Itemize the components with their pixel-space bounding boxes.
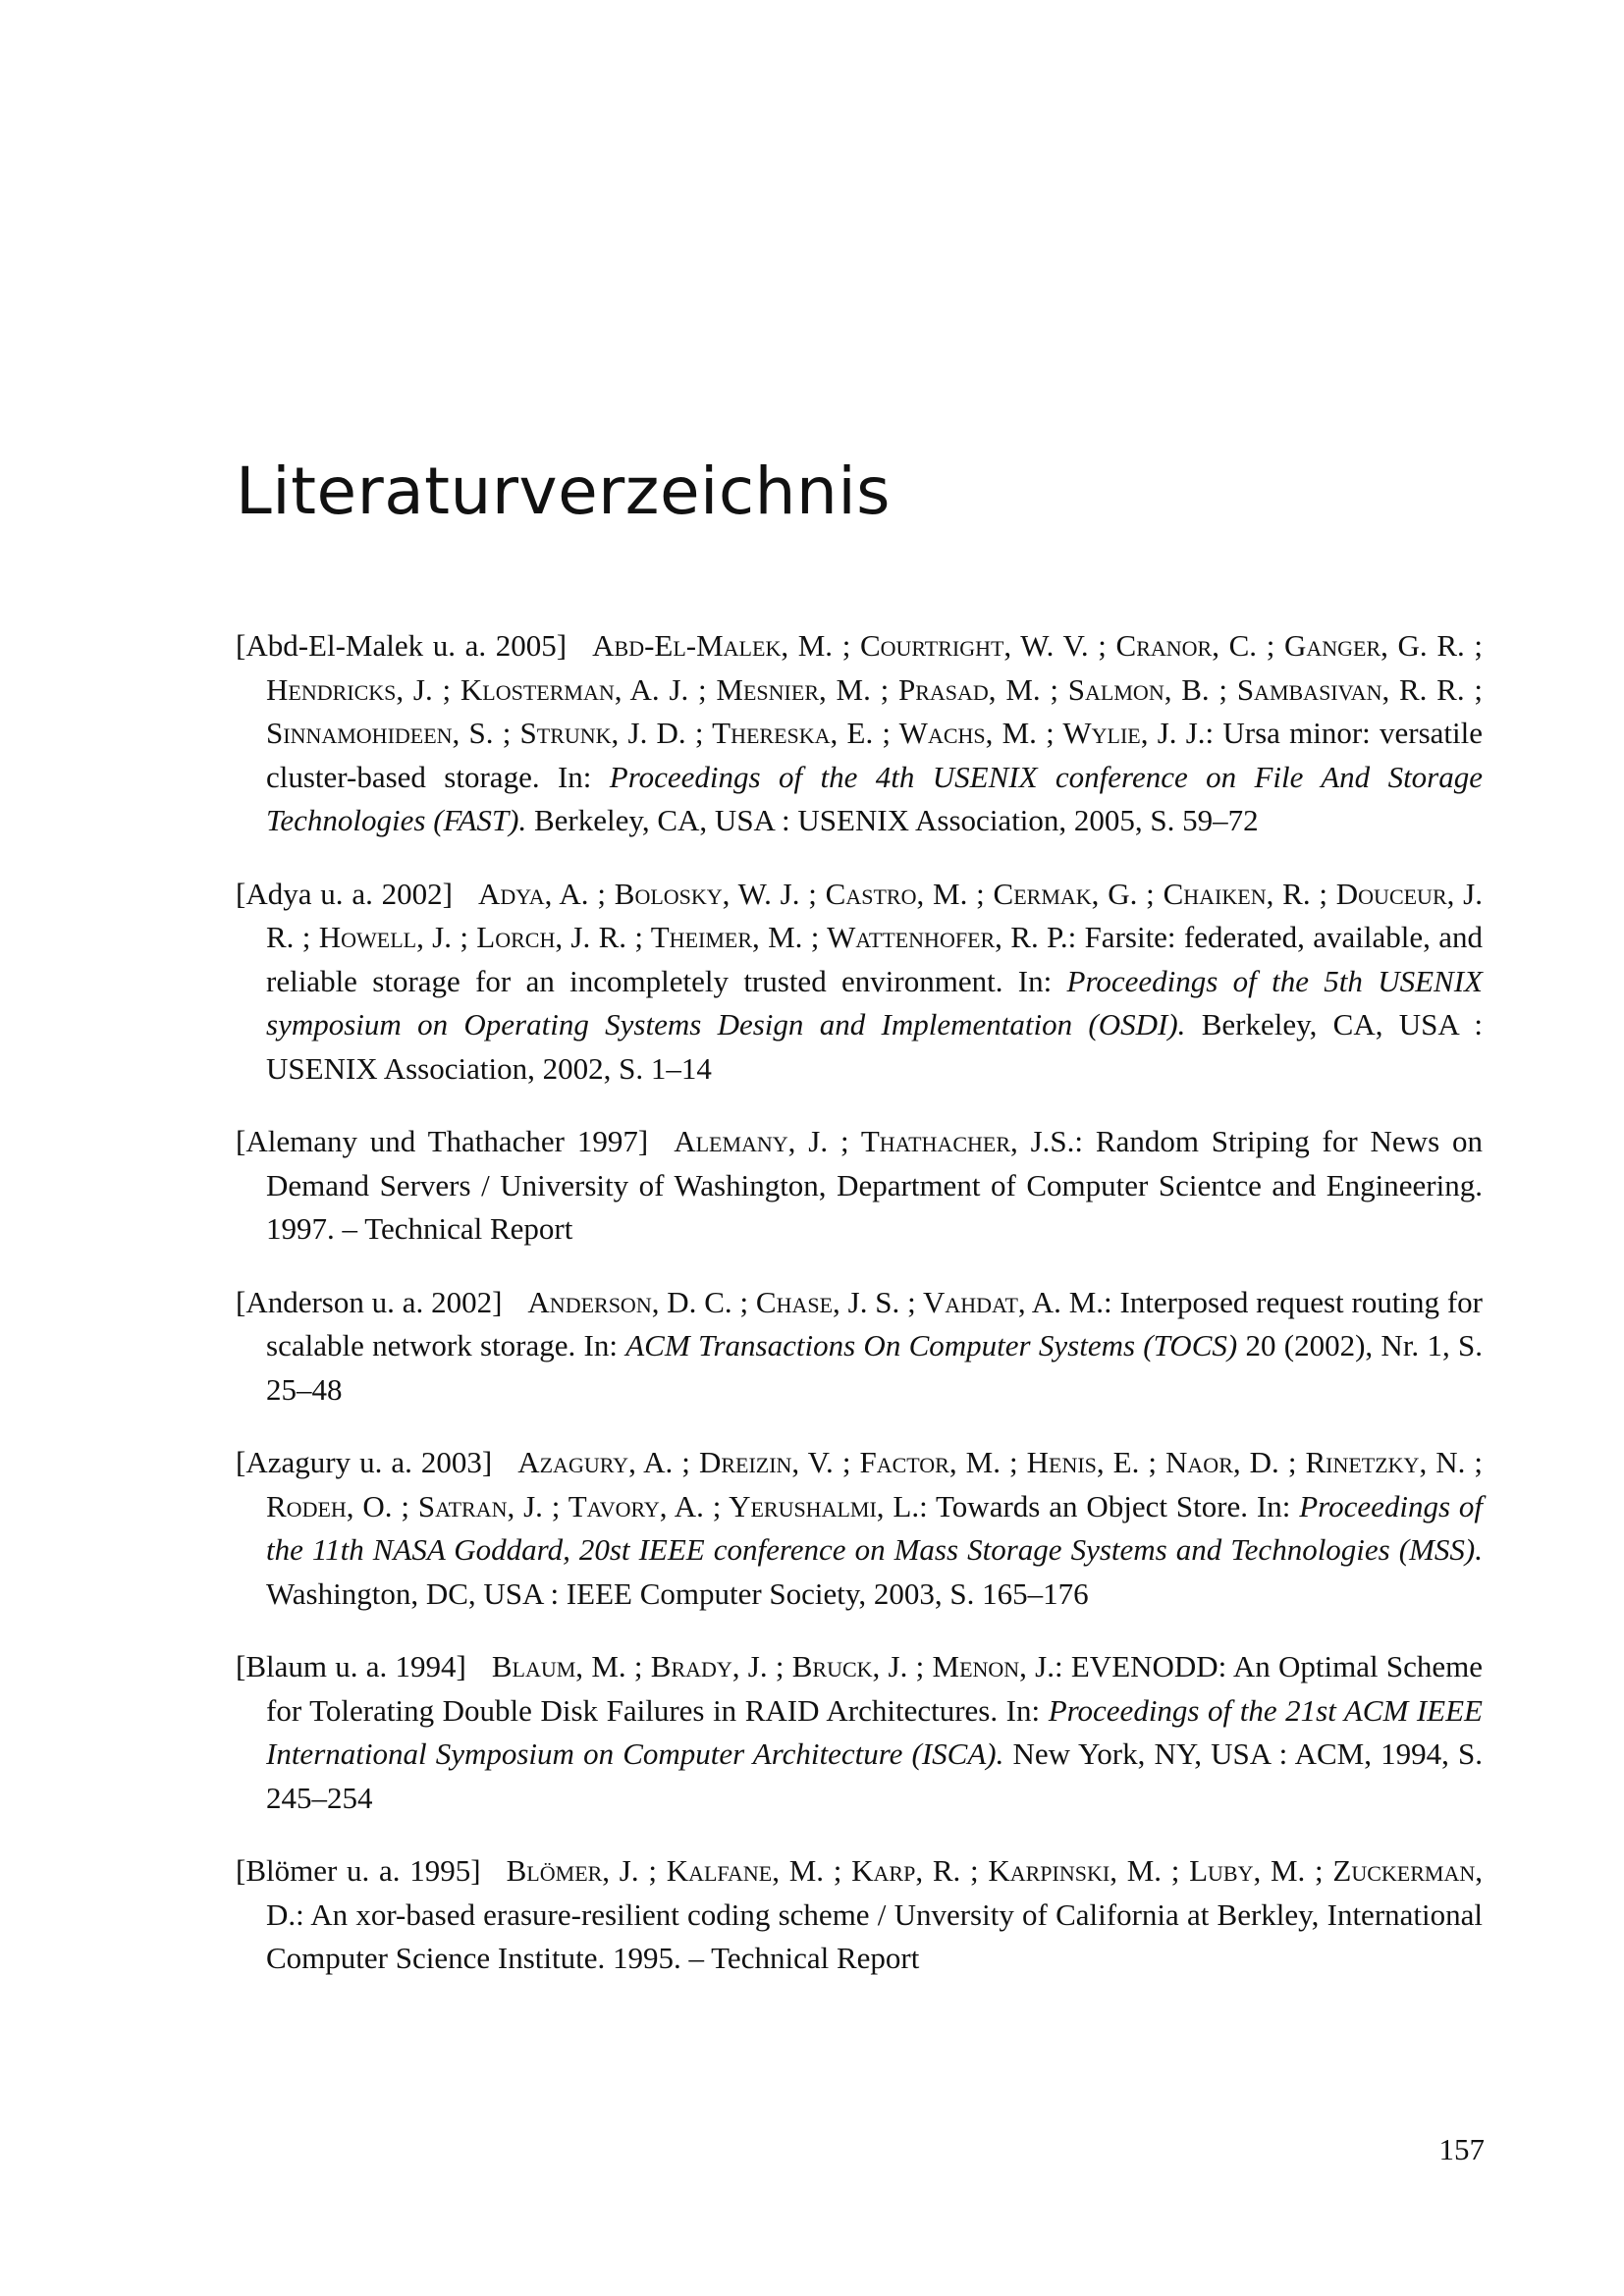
bib-title: : Random Striping for News on Demand Servers / University of Washington, Department of Computer Scientce and Engineering. 1997. – Technical Report — [266, 1124, 1483, 1246]
bib-title: : Towards an Object Store. In: — [919, 1488, 1300, 1523]
bib-entry-bloemer-1995 — [236, 1849, 1483, 1981]
bib-authors: Azagury, A. ; Dreizin, V. ; Factor, M. ; Henis, E. ; Naor, D. ; Rinetzky, N. ; Rodeh, O. ; Satran, J. ; Tavory, A. ; Yerushalmi, L. — [266, 1445, 1483, 1523]
bib-details: Washington, DC, USA : IEEE Computer Society, 2003, S. 165–176 — [266, 1575, 1089, 1611]
bib-authors: Blaum, M. ; Brady, J. ; Bruck, J. ; Menon, J. — [491, 1649, 1055, 1683]
bib-key: [Blaum u. a. 1994] — [236, 1649, 466, 1683]
bib-key: [Blömer u. a. 1995] — [236, 1853, 481, 1888]
bib-venue: Proceedings of the 11th NASA Goddard, 20st IEEE conference on Mass Storage Systems and Technologies (MSS). — [266, 1488, 1484, 1567]
bib-details: Berkeley, CA, USA : USENIX Association, 2005, S. 59–72 — [526, 803, 1259, 837]
bib-key: [Azagury u. a. 2003] — [236, 1445, 493, 1479]
bib-venue: Proceedings of the 5th USENIX symposium on Operating Systems Design and Implementation (OSDI). — [266, 963, 1483, 1041]
bib-title: : Interposed request routing for scalable network storage. In: — [266, 1284, 1484, 1362]
page-number: 157 — [1438, 2132, 1485, 2166]
bib-entry-azagury-2003 — [236, 1441, 1483, 1616]
bib-entry-blaum-1994 — [236, 1645, 1483, 1820]
bib-details: New York, NY, USA : ACM, 1994, S. 245–254 — [266, 1736, 1483, 1815]
bibliography-list — [236, 624, 1483, 2010]
bib-venue: ACM Transactions On Computer Systems (TOCS) — [625, 1328, 1238, 1362]
bib-title: : Farsite: federated, available, and reliable storage for an incompletely trusted environment. In: — [266, 920, 1484, 998]
page-title: Literaturverzeichnis — [236, 454, 892, 529]
bib-authors: Abd-El-Malek, M. ; Courtright, W. V. ; Cranor, C. ; Ganger, G. R. ; Hendricks, J. ; Klosterman, A. J. ; Mesnier, M. ; Prasad, M. ; Salmon, B. ; Sambasivan, R. R. ; Sinnamohideen, S. ; Strunk, J. D. ; Thereska, E. ; Wachs, M. ; Wylie, J. J. — [266, 628, 1484, 750]
bib-key: [Anderson u. a. 2002] — [236, 1284, 503, 1319]
bib-key: [Alemany und Thathacher 1997] — [236, 1124, 649, 1158]
bib-details: 20 (2002), Nr. 1, S. 25–48 — [266, 1328, 1483, 1407]
bib-venue: Proceedings of the 21st ACM IEEE International Symposium on Computer Architecture (ISCA). — [266, 1692, 1483, 1771]
bib-authors: Alemany, J. ; Thathacher, J.S. — [674, 1124, 1075, 1158]
bib-entry-abd-el-malek-2005 — [236, 624, 1483, 843]
bib-venue: Proceedings of the 4th USENIX conference on File And Storage Technologies (FAST). — [266, 759, 1484, 837]
bib-authors: Blömer, J. ; Kalfane, M. ; Karp, R. ; Karpinski, M. ; Luby, M. ; Zuckerman, D. — [266, 1853, 1483, 1932]
bib-entry-alemany-1997 — [236, 1120, 1483, 1252]
bib-entry-anderson-2002 — [236, 1281, 1483, 1413]
bib-details: Berkeley, CA, USA : USENIX Association, 2002, S. 1–14 — [266, 1007, 1483, 1086]
bib-entry-adya-2002 — [236, 873, 1483, 1092]
bib-authors: Adya, A. ; Bolosky, W. J. ; Castro, M. ; Cermak, G. ; Chaiken, R. ; Douceur, J. R. ; Howell, J. ; Lorch, J. R. ; Theimer, M. ; Wattenhofer, R. P. — [266, 876, 1483, 954]
bib-key: [Adya u. a. 2002] — [236, 876, 453, 911]
bib-title: : An xor-based erasure-resilient coding scheme / Unversity of California at Berkley, International Computer Science Institute. 1995. – Technical Report — [266, 1896, 1483, 1975]
bib-key: [Abd-El-Malek u. a. 2005] — [236, 628, 568, 663]
bib-authors: Anderson, D. C. ; Chase, J. S. ; Vahdat, A. M. — [527, 1284, 1105, 1319]
bib-title: : EVENODD: An Optimal Scheme for Tolerating Double Disk Failures in RAID Architectures. In: — [266, 1649, 1483, 1728]
bib-title: : Ursa minor: versatile cluster-based storage. In: — [266, 716, 1483, 794]
